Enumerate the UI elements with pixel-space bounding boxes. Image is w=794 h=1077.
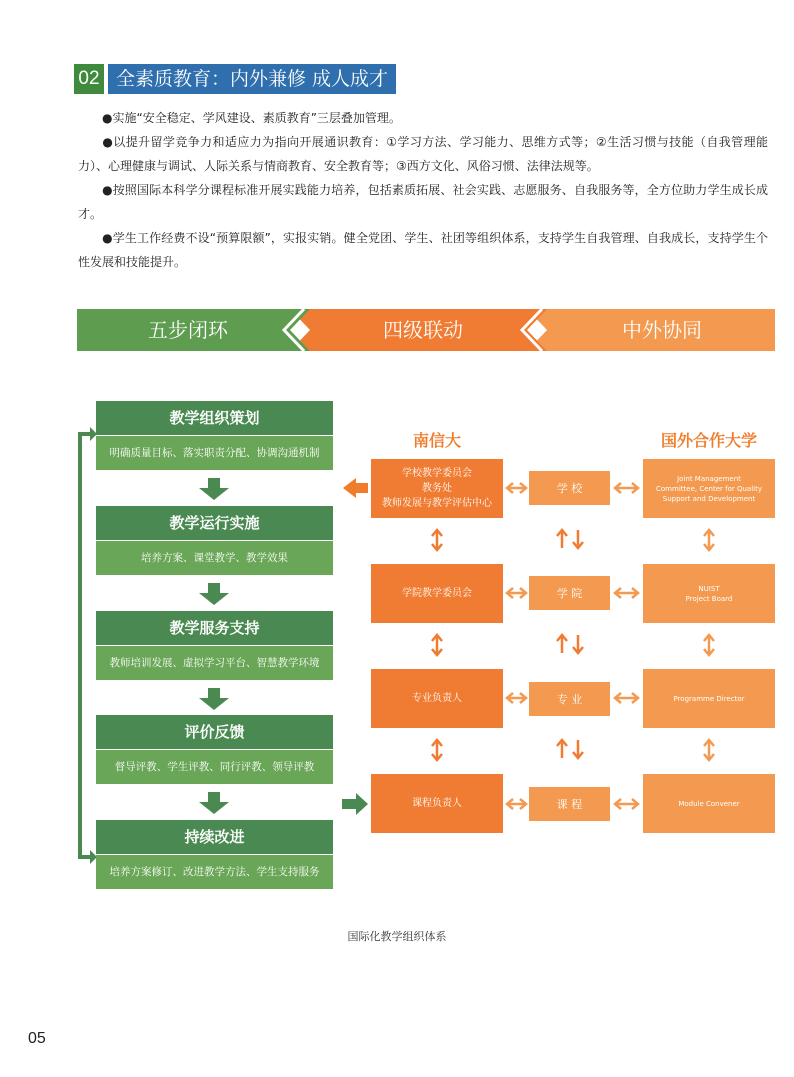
banner-middle-label: 四级联动 <box>383 318 463 342</box>
partner-box-course <box>643 774 775 833</box>
right-green-arrow <box>342 793 368 815</box>
v-arrow-right-1 <box>704 530 714 550</box>
partner-box-line: Joint Management <box>677 474 741 483</box>
nuist-box-line: 课程负责人 <box>412 798 462 809</box>
paragraph-text: ●学生工作经费不设“预算限额”，实报实销。健全党团、学生、社团等组织体系，支持学生自我管理、自我成长，支持学生个性发展和技能提升。 <box>78 231 768 269</box>
nuist-box-line: 教师发展与教学评估中心 <box>382 498 492 509</box>
flow-step-1-title: 教学组织策划 <box>96 401 333 435</box>
nuist-box-line: 教务处 <box>422 483 452 494</box>
horizontal-double-arrows <box>507 483 638 809</box>
v-arrow-left-1 <box>432 530 442 550</box>
down-arrow-3 <box>199 688 229 710</box>
v-arrow-left-2 <box>432 635 442 655</box>
nuist-box-line: 学校教学委员会 <box>402 468 472 479</box>
nuist-box-school <box>371 459 503 518</box>
figure-caption: 国际化教学组织体系 <box>347 930 447 943</box>
v-arrow-right-3 <box>704 740 714 760</box>
down-arrow-4 <box>199 792 229 814</box>
level-box-course: 课 程 <box>529 787 610 821</box>
flow-step-4-title: 评价反馈 <box>96 715 333 749</box>
partner-box-line: Committee, Center for Quality <box>656 484 762 493</box>
level-box-major: 专 业 <box>529 682 610 716</box>
flow-step-1-detail: 明确质量目标、落实职责分配、协调沟通机制 <box>96 436 333 470</box>
flow-step-5-detail: 培养方案修订、改进教学方法、学生支持服务 <box>96 855 333 889</box>
partner-box-line: Support and Development <box>662 494 756 503</box>
middle-up-down-arrows <box>557 530 583 758</box>
feedback-loop-line <box>80 434 90 857</box>
nuist-column-header: 南信大 <box>412 431 461 450</box>
flow-step-2-title: 教学运行实施 <box>96 506 333 540</box>
partner-box-college <box>643 564 775 623</box>
level-box-college: 学 院 <box>529 576 610 610</box>
paragraph-4 <box>78 226 768 274</box>
nuist-box-line: 学院教学委员会 <box>402 588 472 599</box>
v-arrow-right-2 <box>704 635 714 655</box>
section-number: 02 <box>74 64 104 94</box>
v-arrow-left-3 <box>432 740 442 760</box>
level-box-school: 学 校 <box>529 471 610 505</box>
nuist-box-line: 专业负责人 <box>412 693 462 704</box>
paragraph-1 <box>78 106 768 130</box>
nuist-box-college <box>371 564 503 623</box>
flow-step-5-title: 持续改进 <box>96 820 333 854</box>
paragraph-3 <box>78 178 768 226</box>
flow-step-4-detail: 督导评教、学生评教、同行评教、领导评教 <box>96 750 333 784</box>
paragraph-text: ●实施“安全稳定、学风建设、素质教育”三层叠加管理。 <box>102 111 401 125</box>
flow-step-3-detail: 教师培训发展、虚拟学习平台、智慧教学环境 <box>96 646 333 680</box>
partner-box-line: Project Board <box>685 594 733 603</box>
section-title: 全素质教育：内外兼修 成人成才 <box>108 64 396 94</box>
partner-box-line: NUIST <box>698 584 720 593</box>
paragraph-text: ●以提升留学竞争力和适应力为指向开展通识教育：①学习方法、学习能力、思维方式等；②生活习惯与技能（自我管理能力）、心理健康与调试、人际关系与情商教育、安全教育等；③西方文化、风俗习惯、法律法规等。 <box>78 135 768 173</box>
banner-right-label: 中外协同 <box>622 318 702 342</box>
updown-3 <box>557 740 583 758</box>
partner-box-major <box>643 669 775 728</box>
down-arrow-1 <box>199 478 229 500</box>
nuist-box-course <box>371 774 503 833</box>
partner-box-school <box>643 459 775 518</box>
flow-step-2-detail: 培养方案、课堂教学、教学效果 <box>96 541 333 575</box>
nuist-box-major <box>371 669 503 728</box>
flow-step-3-title: 教学服务支持 <box>96 611 333 645</box>
updown-1 <box>557 530 583 548</box>
left-orange-arrow <box>343 478 368 498</box>
updown-2 <box>557 635 583 653</box>
down-arrow-2 <box>199 583 229 605</box>
banner <box>77 309 775 351</box>
partner-box-line: Programme Director <box>673 694 745 703</box>
partner-box-line: Module Convener <box>678 799 740 808</box>
banner-left-label: 五步闭环 <box>148 318 228 342</box>
page-number: 05 <box>28 1030 46 1047</box>
paragraph-text: ●按照国际本科学分课程标准开展实践能力培养，包括素质拓展、社会实践、志愿服务、自我服务等，全方位助力学生成长成才。 <box>78 183 768 221</box>
partner-column-header: 国外合作大学 <box>660 431 757 450</box>
paragraph-2 <box>78 130 768 178</box>
